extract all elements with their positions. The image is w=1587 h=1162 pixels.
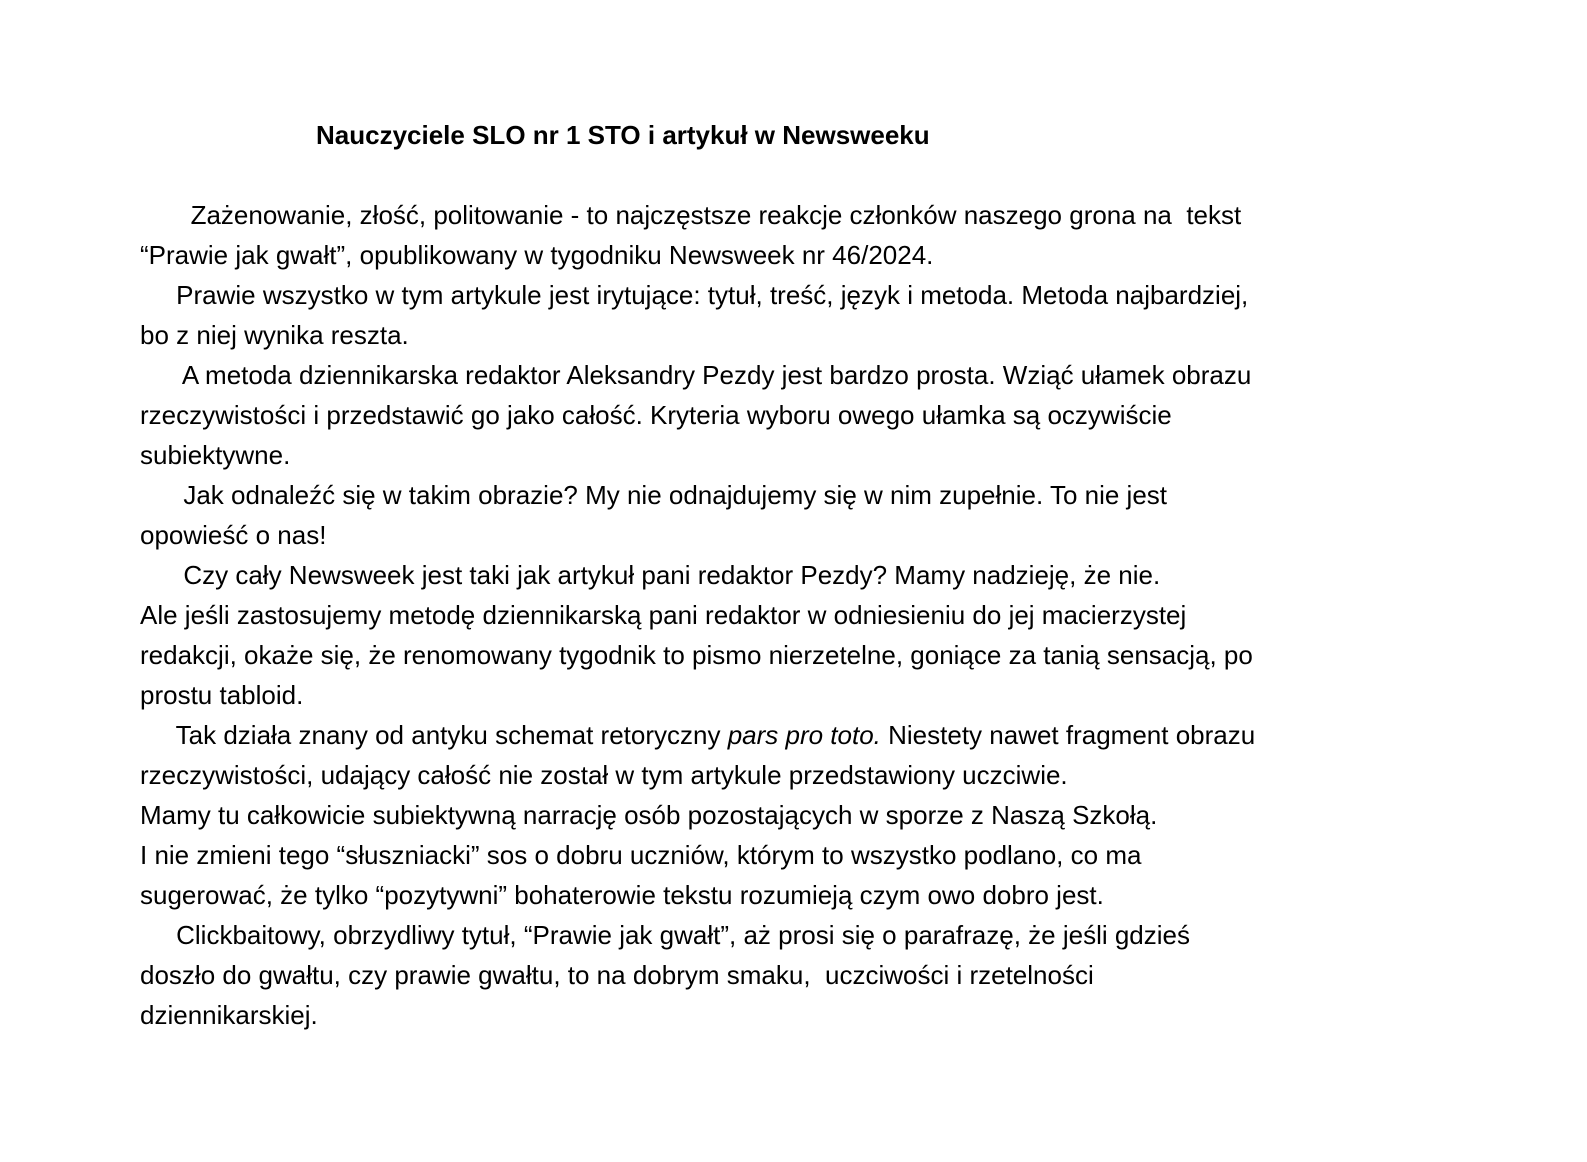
text-line: Ale jeśli zastosujemy metodę dziennikarską pani redaktor w odniesieniu do jej macierzystej — [140, 600, 1187, 630]
text-segment: Tak działa znany od antyku schemat retoryczny — [140, 720, 728, 750]
text-line: Zażenowanie, złość, politowanie - to najczęstsze reakcje członków naszego grona na tekst — [140, 200, 1242, 230]
text-line: “Prawie jak gwałt”, opublikowany w tygodniku Newsweek nr 46/2024. — [140, 240, 934, 270]
italic-phrase: pars pro toto. — [727, 720, 881, 750]
text-line: dziennikarskiej. — [140, 1000, 318, 1030]
text-line: Mamy tu całkowicie subiektywną narrację osób pozostających w sporze z Naszą Szkołą. — [140, 800, 1158, 830]
text-line: redakcji, okaże się, że renomowany tygodnik to pismo nierzetelne, goniące za tanią sensacją, po — [140, 640, 1253, 670]
text-segment: Niestety nawet fragment obrazu — [880, 720, 1256, 750]
text-line: sugerować, że tylko “pozytywni” bohaterowie tekstu rozumieją czym owo dobro jest. — [140, 880, 1104, 910]
document-body — [140, 195, 1450, 1035]
text-line: rzeczywistości, udający całość nie został w tym artykule przedstawiony uczciwie. — [140, 760, 1068, 790]
text-line: Clickbaitowy, obrzydliwy tytuł, “Prawie jak gwałt”, aż prosi się o parafrazę, że jeśli gdzieś — [140, 920, 1191, 950]
text-line: Prawie wszystko w tym artykule jest irytujące: tytuł, treść, język i metoda. Metoda najbardziej, — [140, 280, 1249, 310]
text-line: subiektywne. — [140, 440, 291, 470]
text-line: prostu tabloid. — [140, 680, 304, 710]
text-line: I nie zmieni tego “słuszniacki” sos o dobru uczniów, którym to wszystko podlano, co ma — [140, 840, 1142, 870]
text-line: doszło do gwałtu, czy prawie gwałtu, to na dobrym smaku, uczciwości i rzetelności — [140, 960, 1094, 990]
text-line-with-italic — [140, 715, 1450, 755]
text-line: bo z niej wynika reszta. — [140, 320, 409, 350]
text-line: rzeczywistości i przedstawić go jako całość. Kryteria wyboru owego ułamka są oczywiście — [140, 400, 1172, 430]
document-title: Nauczyciele SLO nr 1 STO i artykuł w Newsweeku — [316, 120, 930, 150]
text-line: Jak odnaleźć się w takim obrazie? My nie odnajdujemy się w nim zupełnie. To nie jest — [140, 480, 1168, 510]
text-line: A metoda dziennikarska redaktor Aleksandry Pezdy jest bardzo prosta. Wziąć ułamek obrazu — [140, 360, 1252, 390]
text-line: opowieść o nas! — [140, 520, 327, 550]
text-line: Czy cały Newsweek jest taki jak artykuł pani redaktor Pezdy? Mamy nadzieję, że nie. — [140, 560, 1161, 590]
